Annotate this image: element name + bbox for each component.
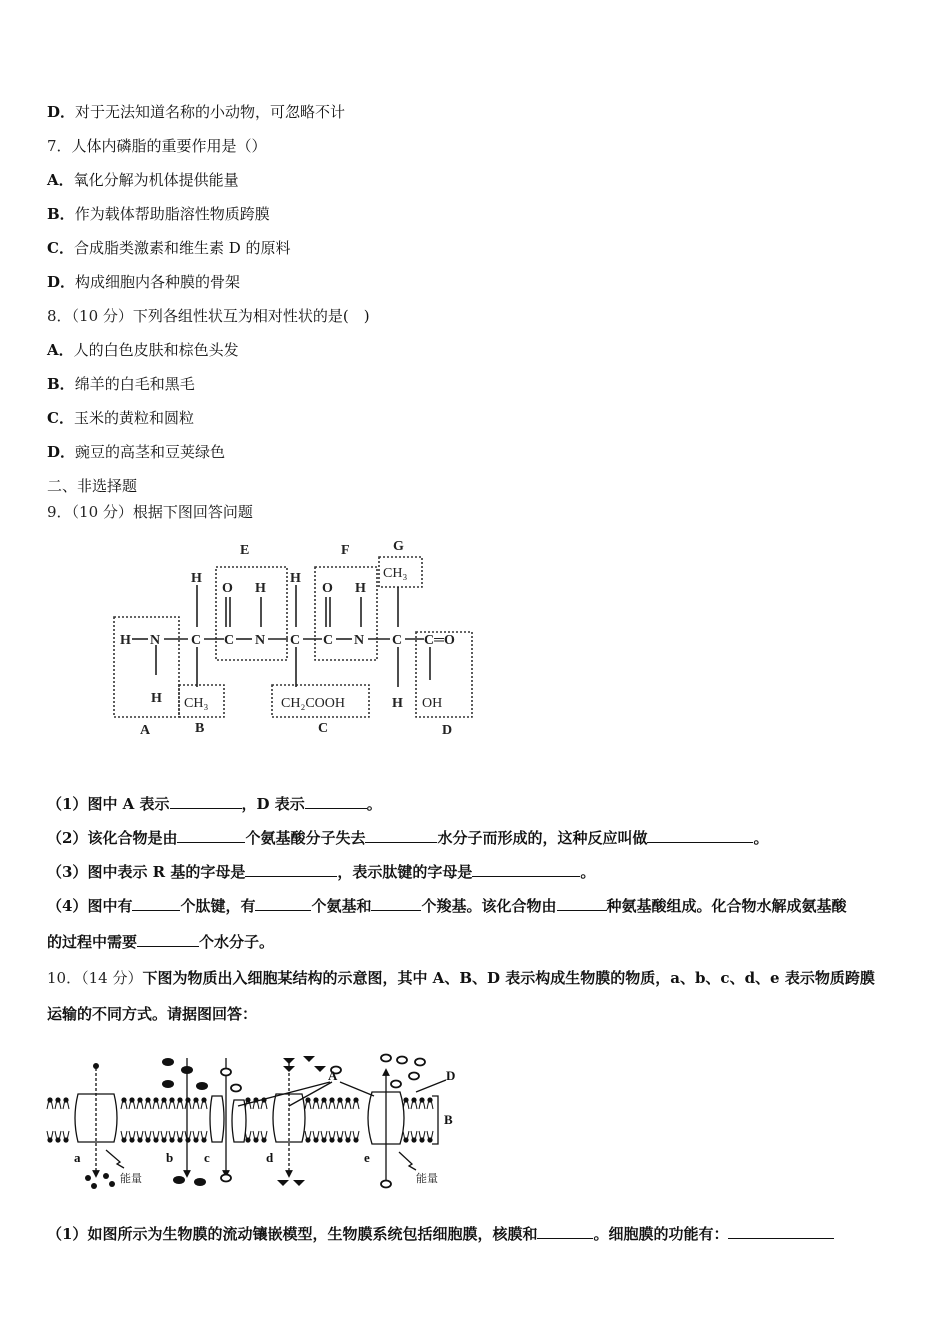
label-D: D	[446, 1068, 456, 1083]
option-text: 对于无法知道名称的小动物，可忽略不计	[75, 103, 346, 121]
q8-option-a	[47, 340, 239, 360]
svg-text:C: C	[392, 633, 403, 648]
svg-text:C: C	[191, 633, 202, 648]
svg-text:CH₃: CH₃	[383, 566, 408, 581]
answer-blank[interactable]	[132, 896, 180, 911]
sub-label: （1）	[47, 1225, 88, 1243]
svg-text:H: H	[151, 691, 162, 706]
q8-option-b	[47, 374, 195, 394]
question-text: 根据下图回答问题	[132, 503, 253, 521]
label-B: B	[444, 1112, 453, 1127]
q7-option-d	[47, 272, 240, 292]
label-b: b	[166, 1150, 174, 1165]
energy-label: 能量	[120, 1172, 142, 1185]
sub-text: 图中表示 R 基的字母是	[87, 863, 246, 881]
option-text: 构成细胞内各种膜的骨架	[75, 273, 241, 291]
sub-text: 种氨基酸组成。化合物水解成氨基酸	[606, 897, 847, 915]
option-letter: D．	[47, 103, 76, 121]
sub-text: 图中 A 表示	[87, 795, 170, 813]
q6-option-d	[47, 102, 345, 122]
question-text: 下图为物质出入细胞某结构的示意图，其中 A、B、D 表示构成生物膜的物质，a、b、c、d、e 表示物质跨膜	[142, 969, 875, 987]
question-number: 9．	[47, 503, 72, 521]
answer-blank[interactable]	[305, 794, 367, 809]
option-text: 作为载体帮助脂溶性物质跨膜	[74, 205, 270, 223]
sub-text: 水分子而形成的，这种反应叫做	[437, 829, 648, 847]
question-text: 下列各组性状互为相对性状的是( )	[132, 307, 370, 325]
sub-text: 如图所示为生物膜的流动镶嵌模型，生物膜系统包括细胞膜，核膜和	[87, 1225, 538, 1243]
label-e: E	[240, 543, 250, 558]
sub-text: 的过程中需要	[47, 933, 138, 951]
answer-blank[interactable]	[557, 896, 607, 911]
q7-option-c	[47, 238, 291, 258]
q7-option-b	[47, 204, 270, 224]
section-title: 二、非选择题	[47, 477, 138, 495]
question-text: 人体内磷脂的重要作用是（）	[71, 137, 267, 155]
option-text: 人的白色皮肤和棕色头发	[73, 341, 239, 359]
q9-sub-1	[47, 794, 382, 814]
label-d: d	[266, 1150, 274, 1165]
option-text: 玉米的黄粒和圆粒	[73, 409, 194, 427]
svg-text:H: H	[355, 581, 366, 596]
membrane-transport-diagram	[44, 1046, 474, 1196]
q7-stem	[47, 136, 267, 156]
sub-text: 该化合物是由	[87, 829, 178, 847]
energy-label: 能量	[416, 1172, 438, 1185]
question-number: 10．	[47, 969, 82, 987]
svg-text:C: C	[290, 633, 301, 648]
answer-blank[interactable]	[537, 1224, 593, 1239]
q10-sub-1	[47, 1224, 834, 1244]
svg-text:N: N	[354, 633, 365, 648]
option-text: 氧化分解为机体提供能量	[73, 171, 239, 189]
q10-stem	[47, 968, 875, 988]
label-e: e	[364, 1150, 370, 1165]
sub-text: 。	[580, 863, 596, 881]
svg-text:O: O	[222, 581, 233, 596]
atom-n: N	[150, 633, 161, 648]
answer-blank[interactable]	[177, 828, 245, 843]
option-letter: D．	[47, 443, 76, 461]
label-c: c	[204, 1150, 210, 1165]
q8-option-c	[47, 408, 194, 428]
sub-text: 个肽键，有	[180, 897, 256, 915]
sub-text: ，D 表示	[241, 795, 305, 813]
option-letter: C．	[47, 239, 74, 257]
option-letter: C．	[47, 409, 74, 427]
sub-text: 个水分子。	[199, 933, 275, 951]
label-g: G	[393, 539, 404, 554]
q9-stem	[47, 502, 253, 522]
sub-text: 个氨基和	[311, 897, 372, 915]
svg-text:O: O	[322, 581, 333, 596]
option-letter: B．	[47, 375, 75, 393]
q9-sub-3	[47, 862, 595, 882]
q7-option-a	[47, 170, 239, 190]
option-text: 合成脂类激素和维生素 D 的原料	[73, 239, 291, 257]
atom-h: H	[120, 633, 131, 648]
sub-text: 个羧基。该化合物由	[421, 897, 557, 915]
sub-text: 。细胞膜的功能有：	[593, 1225, 729, 1243]
sub-label: （1）	[47, 795, 88, 813]
svg-text:H: H	[255, 581, 266, 596]
svg-text:C: C	[323, 633, 334, 648]
svg-text:C═O: C═O	[424, 633, 455, 648]
answer-blank[interactable]	[647, 828, 753, 843]
sub-label: （3）	[47, 863, 88, 881]
answer-blank[interactable]	[170, 794, 242, 809]
option-letter: D．	[47, 273, 76, 291]
svg-text:C: C	[224, 633, 235, 648]
svg-text:CH₂COOH: CH₂COOH	[281, 696, 345, 711]
q8-stem	[47, 306, 370, 326]
svg-text:H: H	[392, 696, 403, 711]
tripeptide-diagram	[100, 535, 490, 740]
question-score: （10 分）	[71, 503, 133, 521]
answer-blank[interactable]	[728, 1224, 834, 1239]
answer-blank[interactable]	[255, 896, 311, 911]
label-A: A	[328, 1068, 338, 1083]
option-letter: B．	[47, 205, 75, 223]
svg-text:H: H	[290, 571, 301, 586]
svg-text:N: N	[255, 633, 266, 648]
question-score: （14 分）	[81, 969, 143, 987]
sub-text: 图中有	[87, 897, 133, 915]
option-text: 绵羊的白毛和黑毛	[74, 375, 195, 393]
sub-text: 。	[366, 795, 382, 813]
q8-option-d	[47, 442, 225, 462]
q9-sub-4-cont	[47, 932, 274, 952]
sub-text: 个氨基酸分子失去	[245, 829, 366, 847]
sub-text: 。	[753, 829, 769, 847]
option-text: 豌豆的高茎和豆荚绿色	[75, 443, 226, 461]
question-number: 8．	[47, 307, 72, 325]
q9-sub-2	[47, 828, 769, 848]
option-letter: A．	[47, 171, 74, 189]
label-d: D	[442, 723, 453, 738]
label-b: B	[195, 721, 205, 736]
q9-sub-4	[47, 896, 847, 916]
svg-text:H: H	[191, 571, 202, 586]
answer-blank[interactable]	[472, 862, 580, 877]
sub-text: ，表示肽键的字母是	[337, 863, 473, 881]
answer-blank[interactable]	[371, 896, 421, 911]
svg-text:CH₃: CH₃	[184, 696, 209, 711]
answer-blank[interactable]	[137, 932, 199, 947]
label-c: C	[318, 721, 329, 736]
label-a: a	[74, 1150, 81, 1165]
answer-blank[interactable]	[245, 862, 337, 877]
sub-label: （2）	[47, 829, 88, 847]
label-a: A	[140, 723, 151, 738]
question-number: 7．	[47, 137, 72, 155]
sub-label: （4）	[47, 897, 88, 915]
svg-text:OH: OH	[422, 696, 443, 711]
option-letter: A．	[47, 341, 74, 359]
question-score: （10 分）	[71, 307, 133, 325]
label-f: F	[341, 543, 350, 558]
q10-stem-cont: 运输的不同方式。请据图回答：	[47, 1005, 258, 1023]
answer-blank[interactable]	[365, 828, 437, 843]
